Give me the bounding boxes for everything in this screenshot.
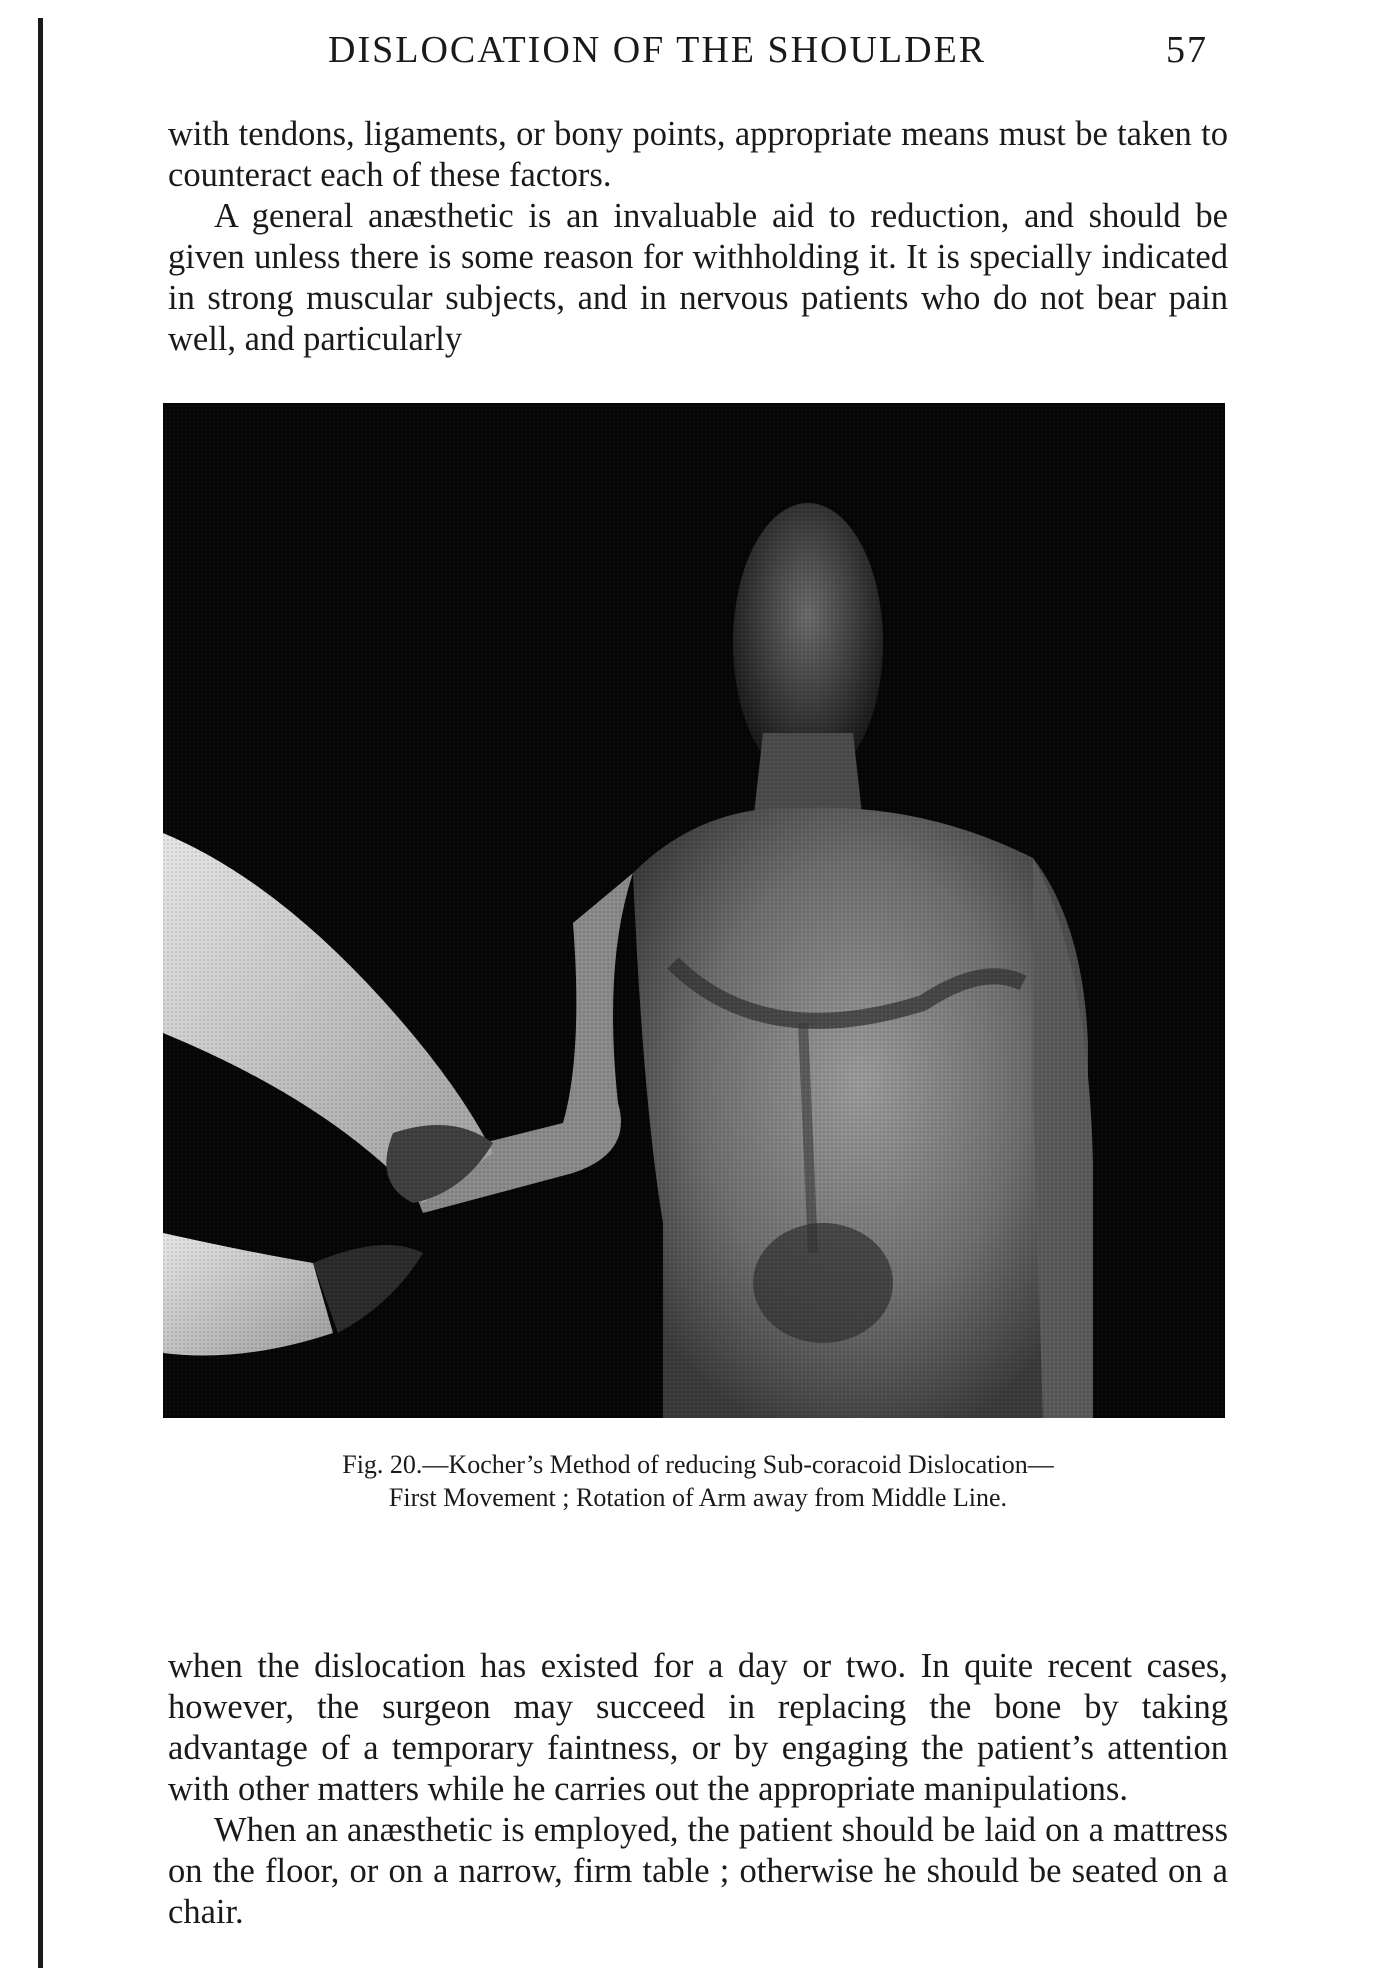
running-head-title: DISLOCATION OF THE SHOULDER — [328, 29, 987, 71]
page-number: 57 — [1166, 29, 1208, 71]
body-text-bottom — [168, 1646, 1228, 1933]
figure-photograph — [163, 403, 1225, 1418]
figure-caption — [168, 1448, 1228, 1514]
photograph-kocher-method — [163, 403, 1225, 1418]
paragraph-anaesthetic: A general anæsthetic is an invaluable aid to reduction, and should be given unless there is some reason for withholding it. It is specially indicated in strong muscular subjects, and in nervous patients who do not bear pain well, and particularly — [168, 197, 1228, 358]
running-head — [168, 18, 1228, 78]
page-binding-edge — [38, 18, 43, 1968]
paragraph-continuation: with tendons, ligaments, or bony points, appropriate means must be taken to counteract each of these factors. — [168, 115, 1228, 194]
paragraph-continuation-recent-cases: when the dislocation has existed for a day or two. In quite recent cases, however, the surgeon may succeed in replacing the bone by taking advantage of a temporary faintness, or by engaging the patient’s attention with other matters while he carries out the appropriate manipulations. — [168, 1647, 1228, 1808]
caption-line-1: Fig. 20.—Kocher’s Method of reducing Sub-coracoid Dislocation— — [342, 1450, 1054, 1479]
paragraph-anaesthetic-employed: When an anæsthetic is employed, the patient should be laid on a mattress on the floor, or on a narrow, firm table ; otherwise he should be seated on a chair. — [168, 1811, 1228, 1931]
body-text-top — [168, 114, 1228, 360]
caption-line-2: First Movement ; Rotation of Arm away from Middle Line. — [388, 1483, 1008, 1512]
